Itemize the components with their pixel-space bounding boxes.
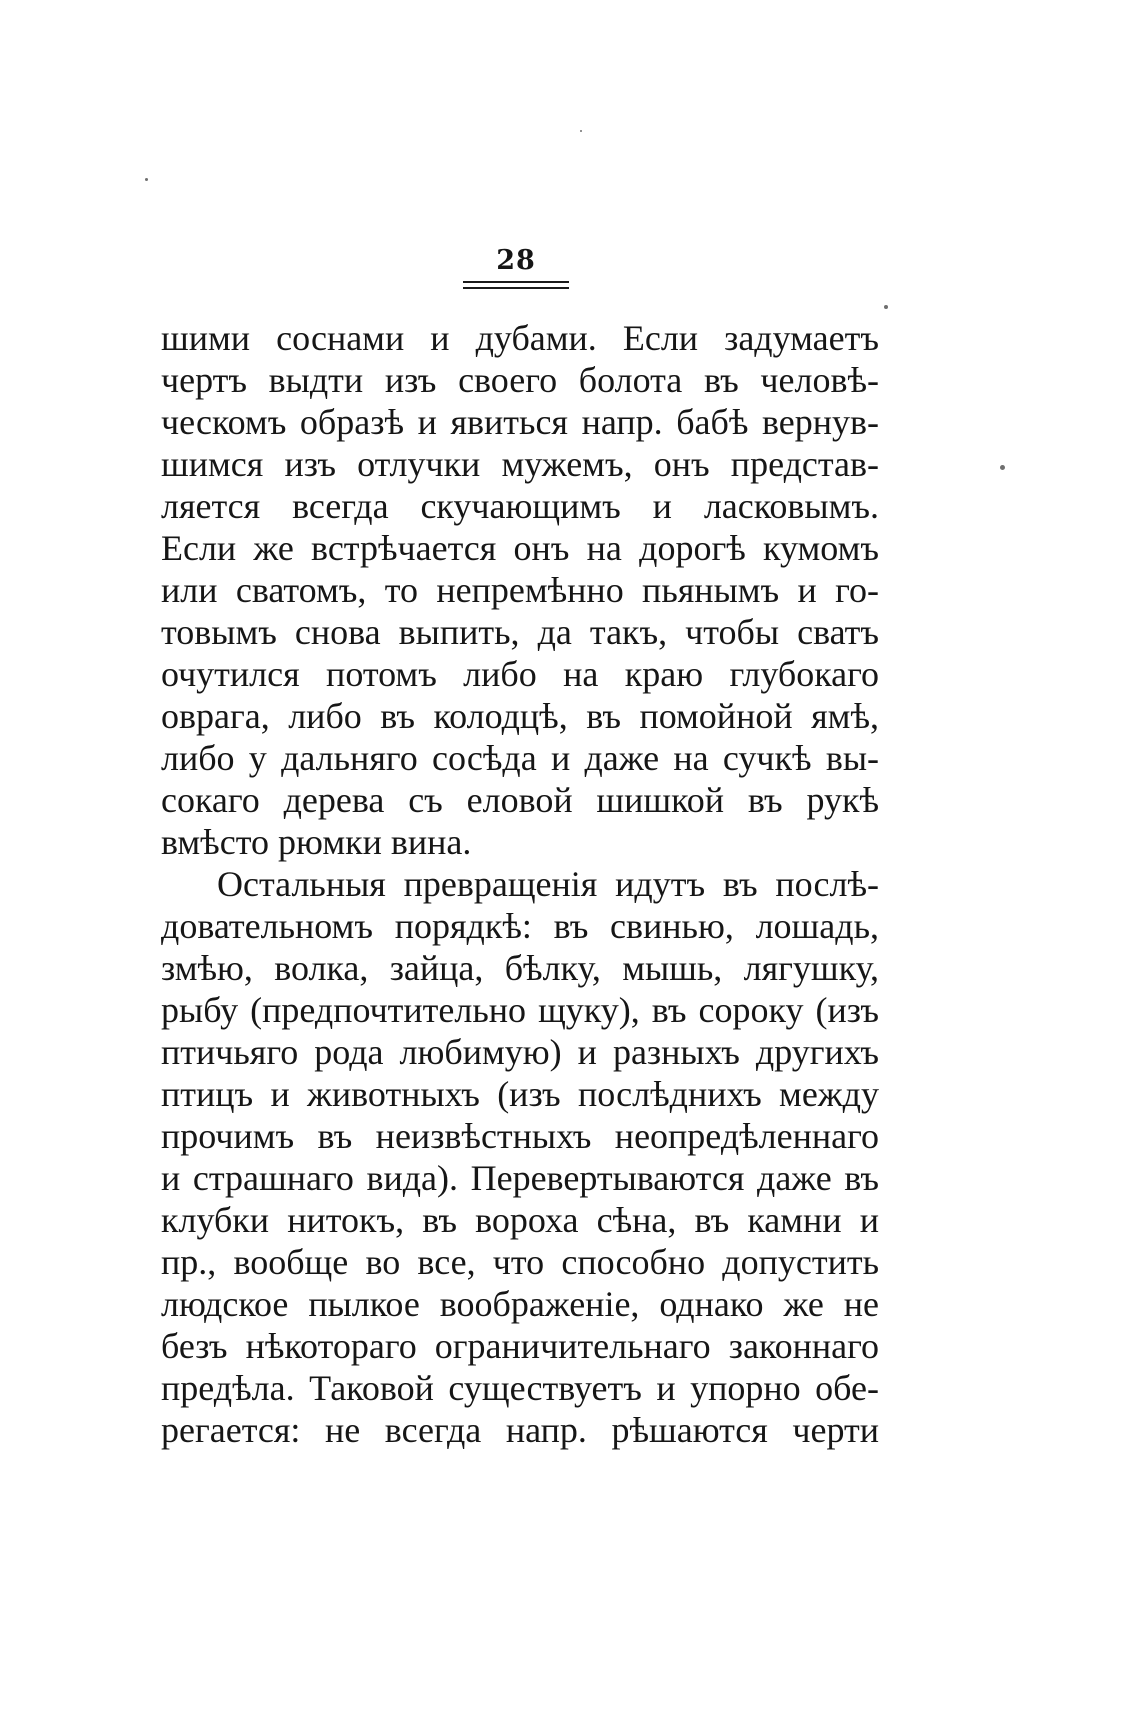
text-line: сокаго дерева съ еловой шишкой въ рукѣ	[161, 780, 879, 820]
text-line: ляется всегда скучающимъ и ласковымъ.	[161, 486, 879, 526]
page-number-rule-top	[463, 281, 569, 283]
text-line: шимся изъ отлучки мужемъ, онъ представ-	[161, 444, 879, 484]
page-number: 28	[496, 245, 536, 276]
text-line: змѣю, волка, зайца, бѣлку, мышь, лягушку,	[161, 948, 879, 988]
paragraph-start-line: Остальныя превращенія идутъ въ послѣ-	[217, 864, 879, 904]
text-line: довательномъ порядкѣ: въ свинью, лошадь,	[161, 906, 879, 946]
text-line: регается: не всегда напр. рѣшаются черти	[161, 1410, 879, 1450]
text-line: ческомъ образѣ и явиться напр. бабѣ вернув-	[161, 402, 879, 442]
text-line: людское пылкое воображеніе, однако же не	[161, 1284, 879, 1324]
text-line: и страшнаго вида). Перевертываются даже въ	[161, 1158, 879, 1198]
text-line: птичьяго рода любимую) и разныхъ другихъ	[161, 1032, 879, 1072]
text-line: шими соснами и дубами. Если задумаетъ	[161, 318, 879, 358]
text-line: клубки нитокъ, въ вороха сѣна, въ камни и	[161, 1200, 879, 1240]
page-number-rule-bottom	[463, 287, 569, 289]
body-text	[161, 317, 879, 1451]
scan-speck	[580, 130, 582, 132]
text-line: или сватомъ, то непремѣнно пьянымъ и го-	[161, 570, 879, 610]
text-line: птицъ и животныхъ (изъ послѣднихъ между	[161, 1074, 879, 1114]
text-line: Если же встрѣчается онъ на дорогѣ кумомъ	[161, 528, 879, 568]
text-line: пр., вообще во все, что способно допустить	[161, 1242, 879, 1282]
text-line: очутился потомъ либо на краю глубокаго	[161, 654, 879, 694]
text-line: рыбу (предпочтительно щуку), въ сороку (изъ	[161, 990, 879, 1030]
scan-speck	[145, 178, 148, 181]
text-line: чертъ выдти изъ своего болота въ человѣ-	[161, 360, 879, 400]
text-line: товымъ снова выпить, да такъ, чтобы сватъ	[161, 612, 879, 652]
text-line: либо у дальняго сосѣда и даже на сучкѣ вы-	[161, 738, 879, 778]
text-line: безъ нѣкотораго ограничительнаго законнаго	[161, 1326, 879, 1366]
text-line: предѣла. Таковой существуетъ и упорно обе-	[161, 1368, 879, 1408]
scan-speck	[884, 305, 888, 309]
paragraph-end-line: вмѣсто рюмки вина.	[161, 822, 472, 862]
text-line: прочимъ въ неизвѣстныхъ неопредѣленнаго	[161, 1116, 879, 1156]
text-line: оврага, либо въ колодцѣ, въ помойной ямѣ,	[161, 696, 879, 736]
scan-speck	[1000, 465, 1005, 470]
